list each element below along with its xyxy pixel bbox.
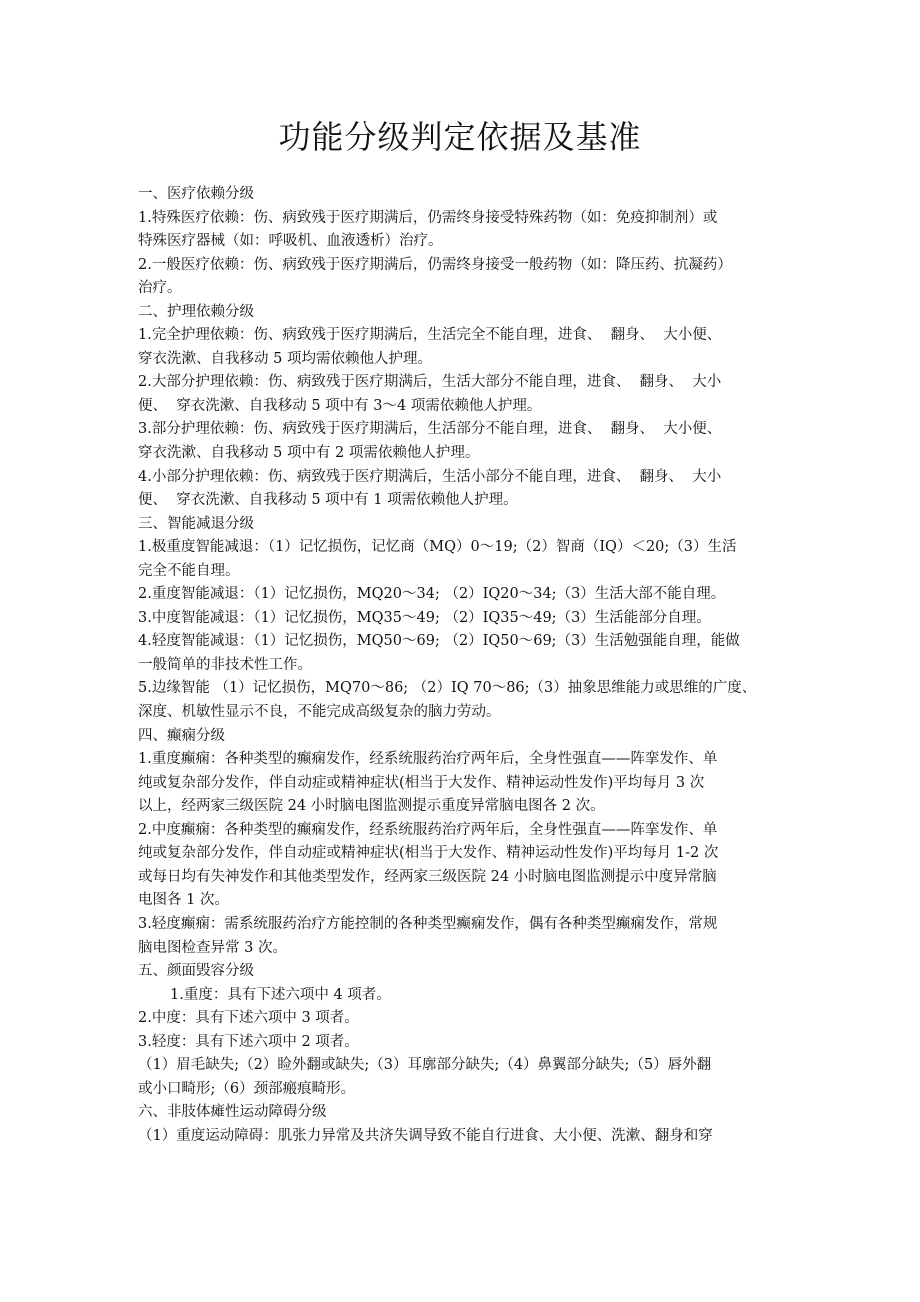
section-heading-epilepsy: 四、癫痫分级 xyxy=(138,727,225,744)
paragraph-line: 1.重度：具有下述六项中 4 项者。 xyxy=(170,986,391,1003)
section-heading-medical: 一、医疗依赖分级 xyxy=(138,186,254,202)
paragraph-line: 3.部分护理依赖：伤、病致残于医疗期满后，生活部分不能自理，进食、 翻身、 大小便、 xyxy=(138,421,722,438)
paragraph-line: 或小口畸形;（6）颈部瘢痕畸形。 xyxy=(138,1080,356,1097)
paragraph-line: 3.轻度：具有下述六项中 2 项者。 xyxy=(138,1033,359,1050)
paragraph-line: 1.完全护理依赖：伤、病致残于医疗期满后，生活完全不能自理，进食、 翻身、 大小便、 xyxy=(138,327,722,344)
paragraph-line: 穿衣洗漱、自我移动 5 项均需依赖他人护理。 xyxy=(138,350,432,367)
paragraph-line: 3.轻度癫痫：需系统服药治疗方能控制的各种类型癫痫发作，偶有各种类型癫痫发作，常规 xyxy=(138,915,718,932)
paragraph-line: 纯或复杂部分发作，伴自动症或精神症状(相当于大发作、精神运动性发作)平均每月 1-2 次 xyxy=(138,845,719,862)
paragraph-line: 便、 穿衣洗漱、自我移动 5 项中有 3～4 项需依赖他人护理。 xyxy=(138,397,542,414)
paragraph-line: 1.重度癫痫：各种类型的癫痫发作，经系统服药治疗两年后，全身性强直——阵挛发作、单 xyxy=(138,751,718,768)
paragraph-line: 2.重度智能减退：（1）记忆损伤，MQ20～34; （2）IQ20～34;（3）生活大部不能自理。 xyxy=(138,586,726,603)
document-body xyxy=(138,183,798,1148)
paragraph-line: 纯或复杂部分发作，伴自动症或精神症状(相当于大发作、精神运动性发作)平均每月 3 次 xyxy=(138,774,705,791)
paragraph-line: 1.特殊医疗依赖：伤、病致残于医疗期满后，仍需终身接受特殊药物（如：免疫抑制剂）或 xyxy=(138,209,718,226)
paragraph-line: 脑电图检查异常 3 次。 xyxy=(138,939,287,956)
paragraph-line: 2.一般医疗依赖：伤、病致残于医疗期满后，仍需终身接受一般药物（如：降压药、抗凝药） xyxy=(138,256,732,273)
section-heading-disfigurement: 五、颜面毁容分级 xyxy=(138,963,254,980)
paragraph-line: （1）重度运动障碍：肌张力异常及共济失调导致不能自行进食、大小便、洗漱、翻身和穿 xyxy=(138,1127,713,1144)
paragraph-line: 便、 穿衣洗漱、自我移动 5 项中有 1 项需依赖他人护理。 xyxy=(138,492,518,509)
paragraph-line: 治疗。 xyxy=(138,280,182,297)
paragraph-line: 2.中度：具有下述六项中 3 项者。 xyxy=(138,1010,359,1027)
paragraph-line: 特殊医疗器械（如：呼吸机、血液透析）治疗。 xyxy=(138,233,443,250)
paragraph-line: （1）眉毛缺失;（2）睑外翻或缺失;（3）耳廓部分缺失;（4）鼻翼部分缺失;（5）唇外翻 xyxy=(138,1057,712,1074)
paragraph-line: 2.中度癫痫：各种类型的癫痫发作，经系统服药治疗两年后，全身性强直——阵挛发作、单 xyxy=(138,821,718,838)
paragraph-line: 深度、机敏性显示不良，不能完成高级复杂的脑力劳动。 xyxy=(138,704,501,721)
paragraph-line: 穿衣洗漱、自我移动 5 项中有 2 项需依赖他人护理。 xyxy=(138,445,480,462)
paragraph-line: 3.中度智能减退：（1）记忆损伤，MQ35～49; （2）IQ35～49;（3）生活能部分自理。 xyxy=(138,609,711,626)
paragraph-line: 2.大部分护理依赖：伤、病致残于医疗期满后，生活大部分不能自理，进食、 翻身、 大小 xyxy=(138,374,722,391)
paragraph-line: 或每日均有失神发作和其他类型发作，经两家三级医院 24 小时脑电图监测提示中度异常脑 xyxy=(138,868,717,885)
paragraph-line: 1.极重度智能减退：（1）记忆损伤，记忆商（MQ）0～19;（2）智商（IQ）＜20;（3）生活 xyxy=(138,539,737,556)
paragraph-line: 5.边缘智能 （1）记忆损伤，MQ70～86; （2）IQ 70～86;（3）抽象思维能力或思维的广度、 xyxy=(138,680,757,697)
paragraph-line: 4.轻度智能减退：（1）记忆损伤，MQ50～69; （2）IQ50～69;（3）生活勉强能自理，能做 xyxy=(138,633,740,650)
section-heading-intelligence: 三、智能减退分级 xyxy=(138,515,254,532)
section-heading-motor: 六、非肢体瘫性运动障碍分级 xyxy=(138,1104,327,1121)
paragraph-line: 完全不能自理。 xyxy=(138,562,240,579)
document-title: 功能分级判定依据及基准 xyxy=(278,118,642,156)
paragraph-line: 电图各 1 次。 xyxy=(138,892,229,909)
section-heading-nursing: 二、护理依赖分级 xyxy=(138,303,254,320)
paragraph-line: 一般简单的非技术性工作。 xyxy=(138,656,312,673)
paragraph-line: 4.小部分护理依赖：伤、病致残于医疗期满后，生活小部分不能自理，进食、 翻身、 大小 xyxy=(138,468,722,485)
paragraph-line: 以上，经两家三级医院 24 小时脑电图监测提示重度异常脑电图各 2 次。 xyxy=(138,798,605,815)
